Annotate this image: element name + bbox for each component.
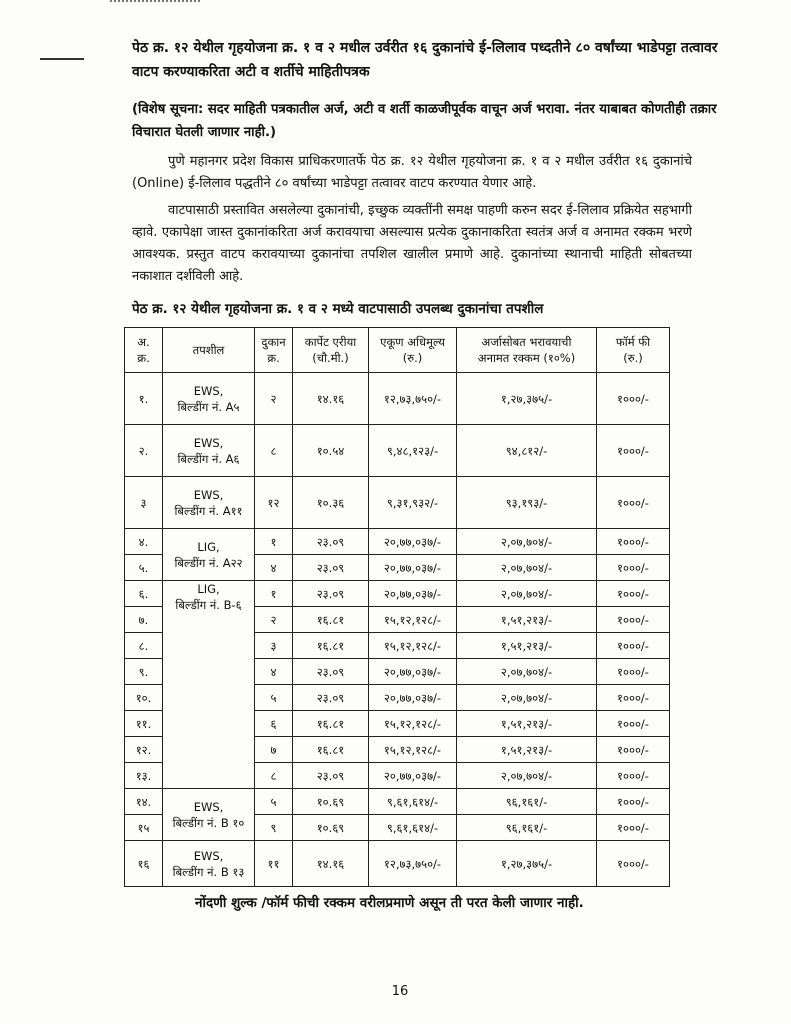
cell-sr: ९. xyxy=(125,659,163,685)
cell-value: २०,७७,०३७/- xyxy=(369,555,457,581)
cell-deposit: १,५१,२१३/- xyxy=(457,737,597,763)
cell-building-description: EWS, बिल्डींग नं. B १३ xyxy=(163,841,255,887)
cell-building-description: EWS, बिल्डींग नं. B १० xyxy=(163,789,255,841)
cell-shop: १ xyxy=(255,581,293,607)
table-row xyxy=(125,477,670,529)
header-total-value: एकूण अधिमूल्य (रु.) xyxy=(369,328,457,373)
cell-fee: १०००/- xyxy=(597,633,670,659)
cell-sr: १६ xyxy=(125,841,163,887)
cell-building-description: LIG, बिल्डींग नं. B-६ xyxy=(163,581,255,789)
cell-value: ९,६१,६१४/- xyxy=(369,815,457,841)
footnote: नोंदणी शुल्क /फॉर्म फीची रक्कम वरीलप्रमाणे असून ती परत केली जाणार नाही. xyxy=(195,895,584,911)
cell-value: १५,१२,१२८/- xyxy=(369,737,457,763)
cell-area: १४.१६ xyxy=(293,373,369,425)
cell-shop: ५ xyxy=(255,685,293,711)
cell-value: १५,१२,१२८/- xyxy=(369,711,457,737)
header-form-fee: फॉर्म फी (रु.) xyxy=(597,328,670,373)
cell-shop: २ xyxy=(255,607,293,633)
header-carpet-area: कार्पेट एरीया (चौ.मी.) xyxy=(293,328,369,373)
cell-area: १०.६९ xyxy=(293,815,369,841)
cell-shop: ४ xyxy=(255,659,293,685)
cell-value: १२,७३,७५०/- xyxy=(369,373,457,425)
cell-building-description: LIG, बिल्डींग नं. A२२ xyxy=(163,529,255,581)
cell-area: २३.०९ xyxy=(293,763,369,789)
cell-shop: ४ xyxy=(255,555,293,581)
cell-value: ९,६१,६१४/- xyxy=(369,789,457,815)
header-description: तपशील xyxy=(163,328,255,373)
cell-shop: ९ xyxy=(255,815,293,841)
cell-shop: ३ xyxy=(255,633,293,659)
cell-fee: १०००/- xyxy=(597,737,670,763)
cell-value: २०,७७,०३७/- xyxy=(369,685,457,711)
cell-sr: ११. xyxy=(125,711,163,737)
scan-artifact-top xyxy=(110,0,200,6)
cell-fee: १०००/- xyxy=(597,555,670,581)
cell-shop: ८ xyxy=(255,425,293,477)
cell-shop: १२ xyxy=(255,477,293,529)
cell-deposit: ९३,१९३/- xyxy=(457,477,597,529)
cell-fee: १०००/- xyxy=(597,789,670,815)
cell-building-description: EWS, बिल्डींग नं. A६ xyxy=(163,425,255,477)
cell-value: ९,४८,१२३/- xyxy=(369,425,457,477)
cell-shop: २ xyxy=(255,373,293,425)
cell-shop: ७ xyxy=(255,737,293,763)
cell-fee: १०००/- xyxy=(597,685,670,711)
cell-sr: १३. xyxy=(125,763,163,789)
cell-area: १०.५४ xyxy=(293,425,369,477)
cell-area: १६.८१ xyxy=(293,633,369,659)
cell-fee: १०००/- xyxy=(597,373,670,425)
cell-sr: १०. xyxy=(125,685,163,711)
cell-value: २०,७७,०३७/- xyxy=(369,659,457,685)
cell-sr: ८. xyxy=(125,633,163,659)
table-row xyxy=(125,841,670,887)
cell-sr: ५. xyxy=(125,555,163,581)
cell-sr: १. xyxy=(125,373,163,425)
cell-fee: १०००/- xyxy=(597,425,670,477)
header-shop-no: दुकान क्र. xyxy=(255,328,293,373)
cell-deposit: १,५१,२१३/- xyxy=(457,607,597,633)
cell-area: २३.०९ xyxy=(293,581,369,607)
cell-area: १४.१६ xyxy=(293,841,369,887)
cell-shop: ५ xyxy=(255,789,293,815)
cell-deposit: ९६,१६१/- xyxy=(457,815,597,841)
cell-deposit: २,०७,७०४/- xyxy=(457,529,597,555)
cell-area: १६.८१ xyxy=(293,711,369,737)
cell-value: २०,७७,०३७/- xyxy=(369,529,457,555)
cell-fee: १०००/- xyxy=(597,477,670,529)
cell-fee: १०००/- xyxy=(597,763,670,789)
inspection-paragraph: वाटपासाठी प्रस्तावित असलेल्या दुकानांची, इच्छुक व्यक्तींनी समक्ष पाहणी करुन सदर ई-लिलाव प्रक्रियेत सहभागी व्हावे. एकापेक्षा जास्त दुकानांकरिता अर्ज करावयाचा असल्यास प्रत्येक दुकानाकरिता स्वतंत्र अर्ज व अनामत रक्कम भरणे आवश्यक. प्रस्तुत वाटप करावयाच्या दुकानांचा तपशिल खालील प्रमाणे आहे. दुकानांच्या स्थानाची माहिती सोबतच्या नकाशात दर्शविली आहे. xyxy=(132,203,692,284)
cell-value: ९,३१,९३२/- xyxy=(369,477,457,529)
cell-fee: १०००/- xyxy=(597,529,670,555)
table-row xyxy=(125,373,670,425)
cell-building-description: EWS, बिल्डींग नं. A५ xyxy=(163,373,255,425)
cell-area: २३.०९ xyxy=(293,555,369,581)
cell-sr: ४. xyxy=(125,529,163,555)
cell-value: १५,१२,१२८/- xyxy=(369,607,457,633)
shops-table xyxy=(124,327,670,887)
intro-paragraph: पुणे महानगर प्रदेश विकास प्राधिकरणातर्फे पेठ क्र. १२ येथील गृहयोजना क्र. १ व २ मधील उर्वरीत १६ दुकानांचे (Online) ई-लिलाव पद्धतीने ८० वर्षांच्या भाडेपट्टा तत्वावर वाटप करण्यात येणार आहे. xyxy=(132,154,692,191)
table-header-row xyxy=(125,328,670,373)
cell-area: १०.३६ xyxy=(293,477,369,529)
cell-area: १६.८१ xyxy=(293,737,369,763)
cell-shop: ६ xyxy=(255,711,293,737)
cell-deposit: २,०७,७०४/- xyxy=(457,659,597,685)
cell-sr: २. xyxy=(125,425,163,477)
scan-artifact-margin-line xyxy=(40,58,84,60)
cell-fee: १०००/- xyxy=(597,659,670,685)
cell-deposit: १,५१,२१३/- xyxy=(457,711,597,737)
cell-building-description: EWS, बिल्डींग नं. A११ xyxy=(163,477,255,529)
cell-value: १२,७३,७५०/- xyxy=(369,841,457,887)
cell-sr: १५ xyxy=(125,815,163,841)
table-row xyxy=(125,529,670,555)
cell-sr: १४. xyxy=(125,789,163,815)
cell-value: २०,७७,०३७/- xyxy=(369,763,457,789)
cell-area: १०.६९ xyxy=(293,789,369,815)
cell-deposit: २,०७,७०४/- xyxy=(457,555,597,581)
special-notice: (विशेष सूचना: सदर माहिती पत्रकातील अर्ज, अटी व शर्ती काळजीपूर्वक वाचून अर्ज भरावा. नंतर याबाबत कोणतीही तक्रार विचारात घेतली जाणार नाही.) xyxy=(132,102,717,140)
cell-fee: १०००/- xyxy=(597,711,670,737)
table-row xyxy=(125,425,670,477)
cell-deposit: १,२७,३७५/- xyxy=(457,841,597,887)
cell-fee: १०००/- xyxy=(597,815,670,841)
cell-shop: ८ xyxy=(255,763,293,789)
cell-sr: ६. xyxy=(125,581,163,607)
cell-deposit: २,०७,७०४/- xyxy=(457,685,597,711)
cell-area: २३.०९ xyxy=(293,659,369,685)
cell-shop: १ xyxy=(255,529,293,555)
page-number: 16 xyxy=(391,984,409,999)
cell-area: २३.०९ xyxy=(293,529,369,555)
cell-deposit: २,०७,७०४/- xyxy=(457,763,597,789)
table-caption: पेठ क्र. १२ येथील गृहयोजना क्र. १ व २ मध्ये वाटपासाठी उपलब्ध दुकानांचा तपशील xyxy=(132,301,544,317)
cell-deposit: १,२७,३७५/- xyxy=(457,373,597,425)
cell-sr: १२. xyxy=(125,737,163,763)
cell-area: १६.८१ xyxy=(293,607,369,633)
header-sr: अ. क्र. xyxy=(125,328,163,373)
cell-shop: ११ xyxy=(255,841,293,887)
cell-deposit: ९६,१६१/- xyxy=(457,789,597,815)
cell-value: २०,७७,०३७/- xyxy=(369,581,457,607)
cell-fee: १०००/- xyxy=(597,581,670,607)
cell-area: २३.०९ xyxy=(293,685,369,711)
cell-fee: १०००/- xyxy=(597,841,670,887)
cell-deposit: ९४,८१२/- xyxy=(457,425,597,477)
cell-fee: १०००/- xyxy=(597,607,670,633)
table-row xyxy=(125,581,670,607)
document-heading: पेठ क्र. १२ येथील गृहयोजना क्र. १ व २ मधील उर्वरीत १६ दुकानांचे ई-लिलाव पध्दतीने ८० वर्षांच्या भाडेपट्टा तत्वावर वाटप करण्याकरिता अटी व शर्तीचे माहितीपत्रक xyxy=(132,40,718,80)
cell-sr: ७. xyxy=(125,607,163,633)
table-row xyxy=(125,789,670,815)
cell-value: १५,१२,१२८/- xyxy=(369,633,457,659)
cell-deposit: २,०७,७०४/- xyxy=(457,581,597,607)
header-deposit: अर्जासोबत भरावयाची अनामत रक्कम (१०%) xyxy=(457,328,597,373)
cell-deposit: १,५१,२१३/- xyxy=(457,633,597,659)
cell-sr: ३ xyxy=(125,477,163,529)
